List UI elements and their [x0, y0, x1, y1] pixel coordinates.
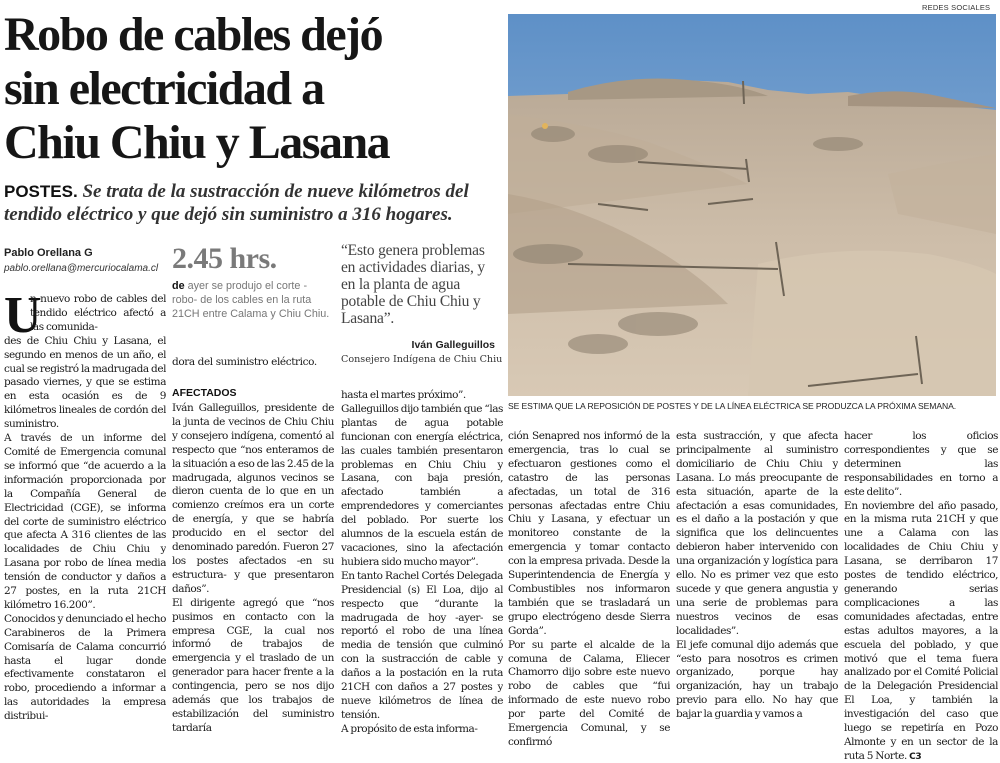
- body-column-6: [844, 430, 998, 762]
- subhead-afectados: AFECTADOS: [172, 387, 237, 399]
- stat-lead: de: [172, 280, 185, 292]
- photo-caption: SE ESTIMA QUE LA REPOSICIÓN DE POSTES Y DE LA LÍNEA ELÉCTRICA SE PRODUZCA LA PRÓXIMA SEMANA.: [508, 401, 957, 411]
- quote-author: Iván Galleguillos: [411, 339, 495, 351]
- stat-body: ayer se produjo el corte -robo- de los cables en la ruta 21CH entre Calama y Chiu Chiu.: [172, 280, 330, 320]
- byline-name: Pablo Orellana G: [4, 247, 93, 259]
- drop-cap: U: [4, 287, 42, 344]
- body-column-5: esta sustracción, y que afecta principalmente al suministro domiciliario de Chiu Chiu y Lasana. Lo más preocupante de esta situación, aparte de la afectación a esas comunidades, es el daño a la postación y que significa que los delincuentes debieron haber intervenido con una organización y logística para ello. No es primer vez que esto sucede y que genera angustia y una serie de problemas para nuestros vecinos de esas localidades”. El jefe comunal dijo además que “esto para nosotros es crimen organizado, porque hay organización, hay un trabajo previo para ello. No hay que bajar la guardia y vamos a: [676, 430, 838, 721]
- stat-number: 2.45 hrs.: [172, 242, 277, 275]
- photo-credit: REDES SOCIALES: [922, 3, 991, 12]
- pull-quote: “Esto genera problemas en actividades diarias, y en la planta de agua potable de Chiu Chiu y Lasana”.: [341, 242, 485, 327]
- end-mark: C3: [909, 751, 922, 762]
- body-column-1-text: des de Chiu Chiu y Lasana, el segundo en menos de un año, el cual se registró la madrugada del pasado viernes, y que se estima en esta ocasión es de 9 kilómetros lineales de cordón del suministro. A través de un informe del Comité de Emergencia comunal se informó que “de acuerdo a la información proporcionada por la Compañía General de Electricidad (CGE), se informa del corte de suministro eléctrico que afecta A 316 clientes de las localidades de Chiu Chiu y Lasana por robo de línea media tensión de conductor y daños a 27 postes, en la ruta 21CH kilómetro 16.200”. Conocidos y denunciado el hecho Carabineros de la Primera Comisaría de Calama concurrió hasta el lugar donde efectivamente constataron el robo, procediendo a informar a las autoridades la empresa distribui-: [4, 334, 166, 723]
- quote-role: Consejero Indígena de Chiu Chiu: [341, 354, 503, 365]
- body-column-3: hasta el martes próximo”. Galleguillos dijo también que “las plantas de agua potable funcionan con energía eléctrica, las cuales también presentaron problemas en Chiu Chiu y Lasana, con baja presión, afectado también a emprendedores y comerciantes del poblado. Por suerte los alumnos de la escuela están de vacaciones, sino la afectación hubiera sido mucho mayor”. En tanto Rachel Cortés Delegada Presidencial (s) El Loa, dijo al respecto que “durante la madrugada de hoy -ayer- se reportó el robo de una línea media de tensión que culminó con la sustracción de cable y daños a la postación en la ruta 21CH con daños a 27 postes y nueve kilómetros de línea de tensión. A propósito de esta informa-: [341, 389, 503, 735]
- body-column-1: [4, 287, 166, 761]
- stat-text: [172, 279, 332, 321]
- deck-text: Se trata de la sustracción de nueve kilómetros del tendido eléctrico y que dejó sin suministro a 316 hogares.: [4, 181, 469, 225]
- headline-line-1: Robo de cables dejó: [4, 8, 383, 61]
- body-column-6-text: hacer los oficios correspondientes y que se determinen las responsabilidades en torno a este delito”. En noviembre del año pasado, en la misma ruta 21CH y que une a Calama con las localidades de Chiu Chiu y Lasana, se derribaron 17 postes de tendido eléctrico, generando serias complicaciones a las comunidades afectadas, entre estas adultos mayores, a la escuela del poblado, y que motivó que el tema fuera analizado por el Comité Policial de la Delegación Presidencial El Loa, y también la investigación del caso que luego se repetiría en Pozo Almonte y en un sector de la ruta 5 Norte.: [844, 430, 998, 762]
- photo-illustration: [508, 14, 996, 396]
- headline: [4, 8, 504, 170]
- headline-line-2: sin electricidad a: [4, 62, 324, 115]
- deck-kicker: POSTES.: [4, 182, 78, 201]
- body-column-2: Iván Galleguillos, presidente de la junta de vecinos de Chiu Chiu y consejero indígena, comentó al respecto que “nos enteramos de la situación a eso de las 2.45 de la madrugada, algunos vecinos se dieron cuenta de lo que en un comienzo creímos era un corte de energía, y que se habría producido en el sector del denominado paredón. Fueron 27 los postes afectados -en su estructura- y que presentaron daños”. El dirigente agregó que “nos pusimos en contacto con la empresa CGE, la cual nos informó de trabajos de emergencia y el traslado de un generador para hacer frente a la contingencia, pero se nos dijo además que los trabajos de estabilización del suministro tardaría: [172, 402, 334, 734]
- deck: [4, 180, 504, 226]
- headline-line-3: Chiu Chiu y Lasana: [4, 116, 390, 169]
- byline-email-link[interactable]: pablo.orellana@mercuriocalama.cl: [4, 263, 159, 274]
- body-column-4: ción Senapred nos informó de la emergencia, tras lo cual se efectuaron gestiones como el catastro de las personas afectadas, un total de 316 personas afectadas entre Chiu Chiu y Lasana, y efectuar un monitoreo constante de la emergencia y tomar contacto con la empresa privada. Desde la Superintendencia de Energía y Combustibles nos informaron también que se trasladará un grupo electrógeno desde Sierra Gorda”. Por su parte el alcalde de la comuna de Calama, Eliecer Chamorro dijo sobre este nuevo robo de cables que “fui informado de este nuevo robo por parte del Comité de Emergencia Comunal, y se confirmó: [508, 430, 670, 748]
- stat-callout: [172, 243, 332, 321]
- body-column-1-lead: n nuevo robo de cables del tendido eléctrico afectó a las comunida-: [30, 293, 166, 333]
- body-column-2-fragment: dora del suministro eléctrico.: [172, 356, 317, 368]
- photo-desert-power-line[interactable]: [508, 14, 996, 396]
